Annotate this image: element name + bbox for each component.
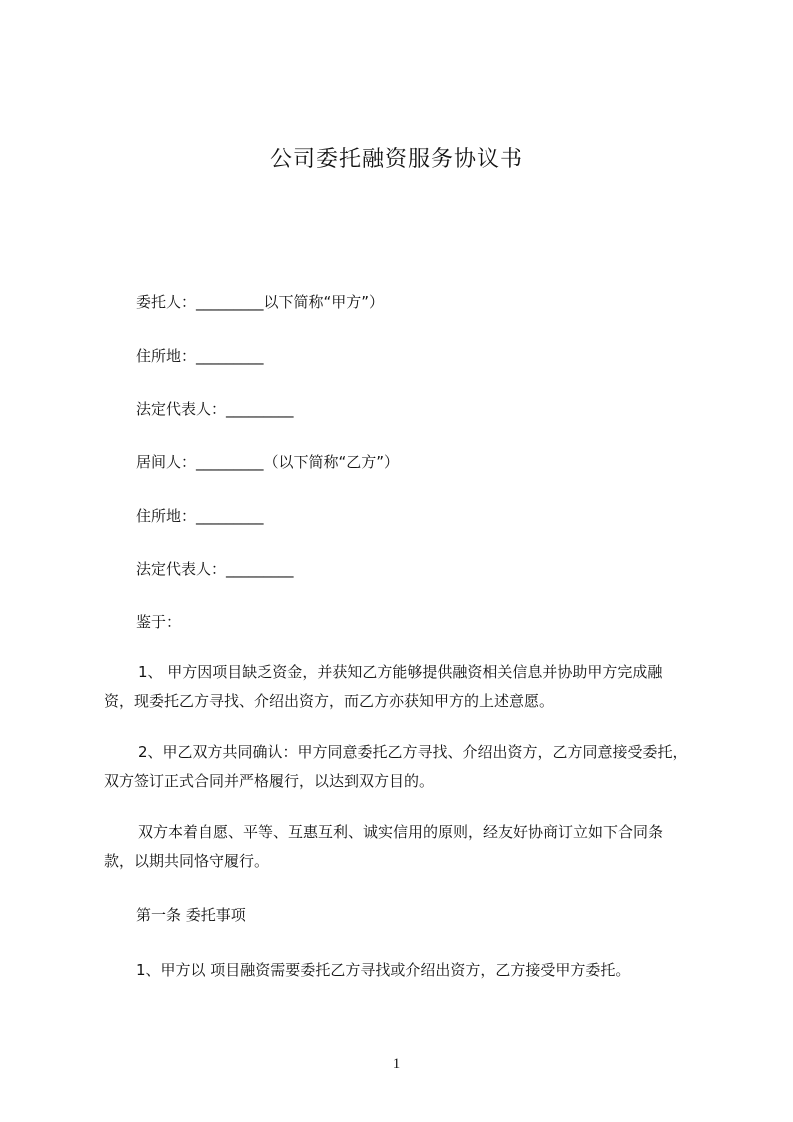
- article-1-heading: 第一条 委托事项: [136, 906, 246, 924]
- client-representative-line: 法定代表人：_________: [136, 400, 294, 418]
- client-address-line: 住所地：_________: [136, 347, 264, 365]
- recital-1-line-2: 资，现委托乙方寻找、介绍出资方，而乙方亦获知甲方的上述意愿。: [104, 692, 555, 710]
- article-1-item-1: 1、甲方以 项目融资需要委托乙方寻找或介绍出资方，乙方接受甲方委托。: [136, 961, 631, 979]
- page-number: 1: [392, 1056, 401, 1072]
- principle-paragraph: [104, 818, 704, 876]
- recital-2-line-2: 双方签订正式合同并严格履行，以达到双方目的。: [104, 772, 435, 790]
- broker-line: 居间人：_________（以下简称“乙方”）: [136, 453, 400, 471]
- recital-paragraph-1: [104, 658, 704, 716]
- recital-paragraph-2: [104, 738, 704, 796]
- principle-line-2: 款，以期共同恪守履行。: [104, 852, 270, 870]
- document-title: 公司委托融资服务协议书: [269, 147, 523, 172]
- broker-representative-line: 法定代表人：_________: [136, 560, 294, 578]
- recital-1-line-1: 1、 甲方因项目缺乏资金，并获知乙方能够提供融资相关信息并协助甲方完成融: [138, 663, 663, 681]
- principle-line-1: 双方本着自愿、平等、互惠互利、诚实信用的原则，经友好协商订立如下合同条: [138, 823, 664, 841]
- broker-address-line: 住所地：_________: [136, 507, 264, 525]
- whereas-line: 鉴于：: [136, 613, 182, 631]
- recital-2-line-1: 2、甲乙双方共同确认：甲方同意委托乙方寻找、介绍出资方，乙方同意接受委托，: [138, 743, 688, 761]
- client-line: 委托人：_________以下简称“甲方”）: [136, 293, 385, 311]
